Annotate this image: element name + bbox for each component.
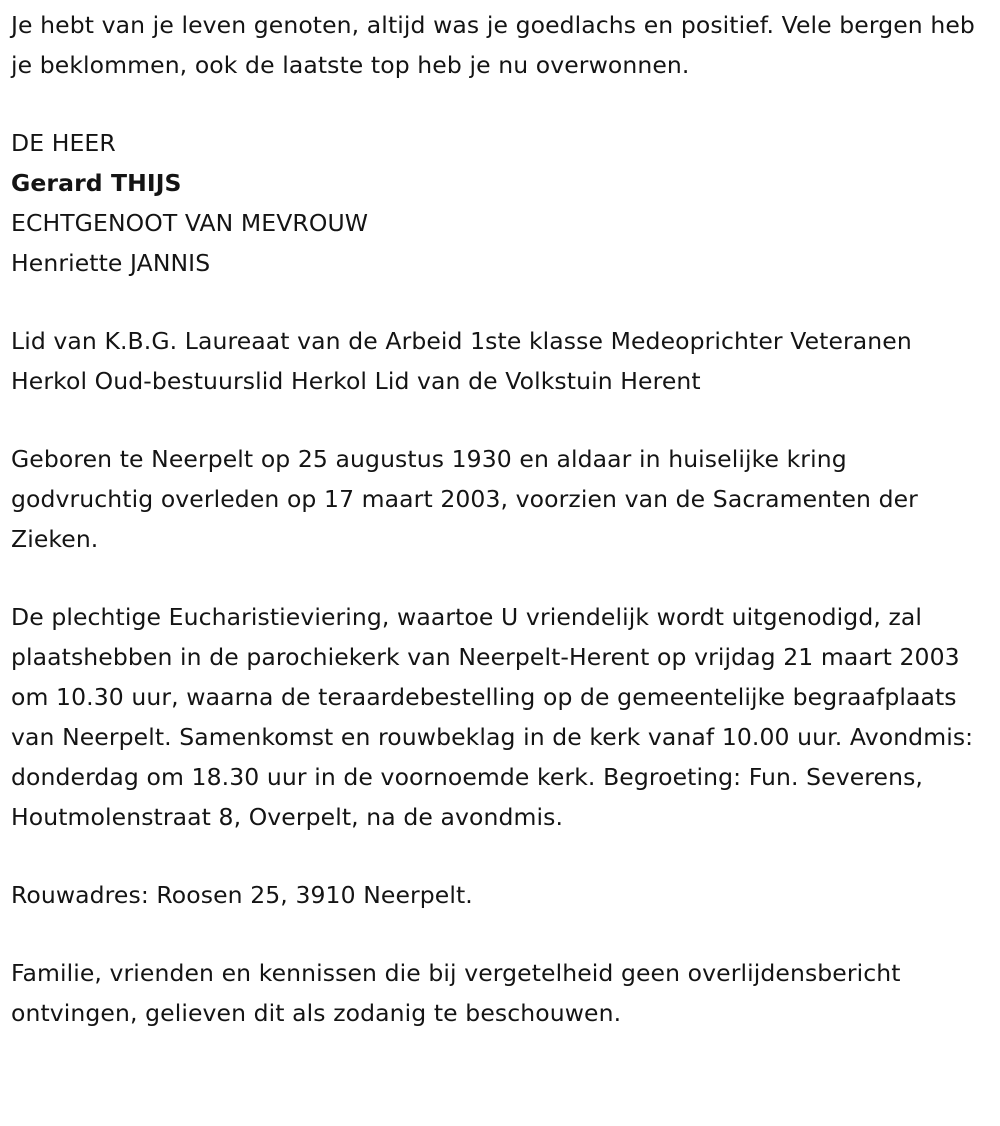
intro-paragraph: Je hebt van je leven genoten, altijd was je goedlachs en positief. Vele bergen heb je beklommen, ook de laatste top heb je nu overwonnen. xyxy=(11,11,975,79)
memberships-paragraph: Lid van K.B.G. Laureaat van de Arbeid 1ste klasse Medeoprichter Veteranen Herkol Oud-bestuurslid Herkol Lid van de Volkstuin Herent xyxy=(11,327,912,395)
spouse-name: Henriette JANNIS xyxy=(11,249,211,277)
ceremony-paragraph: De plechtige Eucharistieviering, waartoe U vriendelijk wordt uitgenodigd, zal plaatshebben in de parochiekerk van Neerpelt-Herent op vrijdag 21 maart 2003 om 10.30 uur, waarna de teraardebestelling op de gemeentelijke begraafplaats van Neerpelt. Samenkomst en rouwbeklag in de kerk vanaf 10.00 uur. Avondmis: donderdag om 18.30 uur in de voornoemde kerk. Begroeting: Fun. Severens, Houtmolenstraat 8, Overpelt, na de avondmis. xyxy=(11,603,974,831)
closing-note: Familie, vrienden en kennissen die bij vergetelheid geen overlijdensbericht ontvingen, gelieven dit als zodanig te beschouwen. xyxy=(11,959,901,1027)
mourning-address: Rouwadres: Roosen 25, 3910 Neerpelt. xyxy=(11,881,473,909)
relation-line: ECHTGENOOT VAN MEVROUW xyxy=(11,209,369,237)
deceased-name: Gerard THIJS xyxy=(11,169,182,197)
birth-death-paragraph: Geboren te Neerpelt op 25 augustus 1930 en aldaar in huiselijke kring godvruchtig overleden op 17 maart 2003, voorzien van de Sacramenten der Zieken. xyxy=(11,445,918,553)
obituary-document xyxy=(11,5,991,1071)
title-prefix: DE HEER xyxy=(11,129,116,157)
